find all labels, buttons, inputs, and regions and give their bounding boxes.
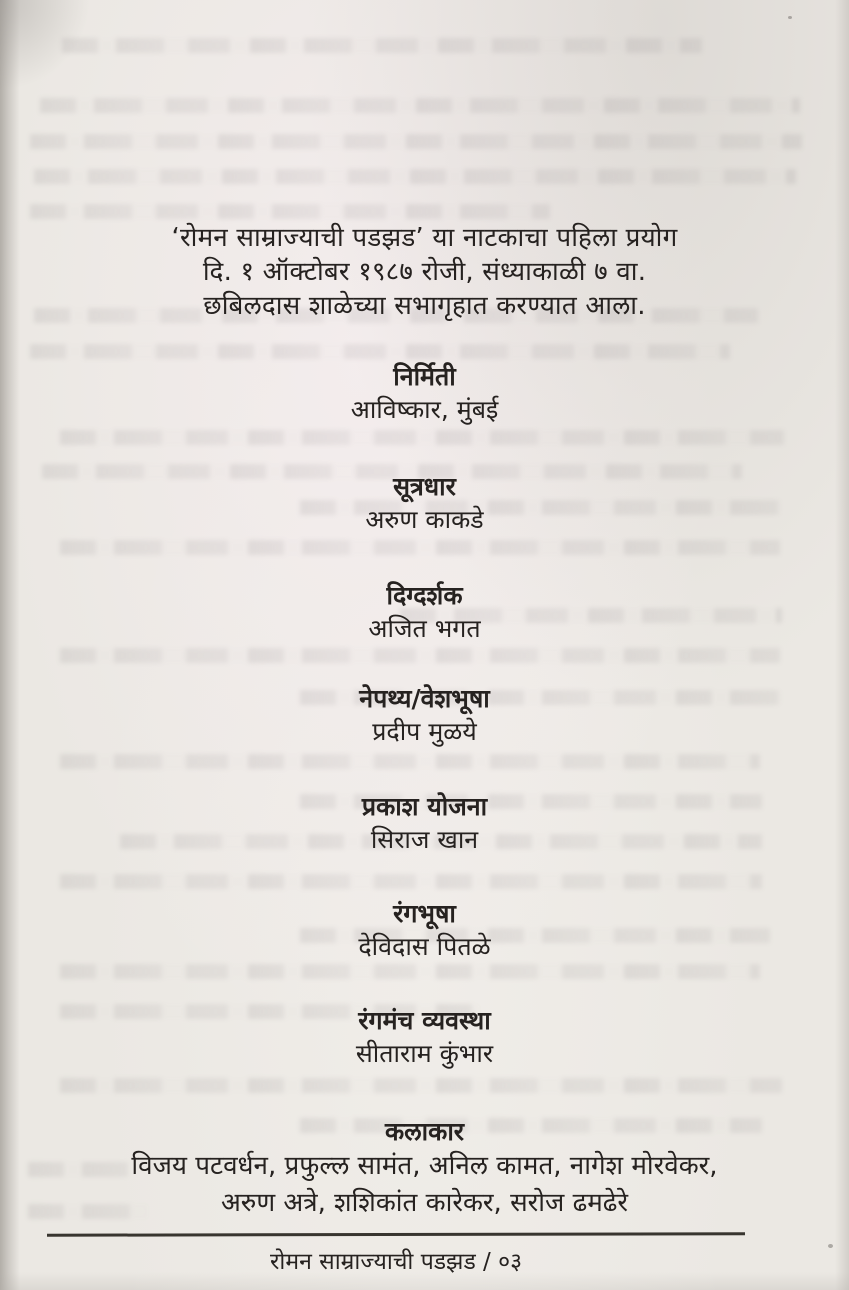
credit-name: आविष्कार, मुंबई (350, 395, 499, 424)
credit-section-cast (0, 1116, 849, 1222)
credit-section-sets-costumes (0, 683, 849, 748)
bleedthrough-line (30, 344, 730, 359)
credit-role: रंगभूषा (393, 899, 456, 928)
bleedthrough-line (60, 430, 784, 445)
credit-name: अरुण काकडे (365, 505, 484, 534)
credit-section-stage-management (0, 1005, 849, 1070)
credit-role: रंगमंच व्यवस्था (358, 1006, 491, 1035)
bleedthrough-line (40, 98, 800, 113)
bleedthrough-line (60, 540, 780, 555)
credit-role: कलाकार (384, 1117, 465, 1146)
credit-name: अरुण अत्रे, शशिकांत कारेकर, सरोज ढमढेरे (220, 1188, 629, 1218)
bleedthrough-line (60, 754, 760, 769)
credit-name: देविदास पितळे (358, 932, 491, 961)
bleedthrough-line (60, 1078, 782, 1093)
credit-role: नेपथ्य/वेशभूषा (359, 684, 490, 713)
credit-section-makeup (0, 898, 849, 963)
intro-line: दि. १ ऑक्टोबर १९८७ रोजी, संध्याकाळी ७ वा. (202, 257, 647, 287)
credit-name: विजय पटवर्धन, प्रफुल्ल सामंत, अनिल कामत, नागेश मोरवेकर, (131, 1151, 718, 1181)
credit-role: सूत्रधार (393, 472, 456, 501)
bleedthrough-line (60, 874, 762, 889)
scan-speck (788, 16, 792, 19)
scan-speck (828, 1244, 833, 1248)
bleedthrough-line (30, 134, 802, 149)
credit-name: अजित भगत (368, 614, 481, 643)
credit-name: सीताराम कुंभार (355, 1039, 494, 1068)
credit-section-sutradhar (0, 471, 849, 536)
credit-section-director (0, 580, 849, 645)
bleedthrough-line (30, 204, 550, 219)
credit-role: दिग्दर्शक (386, 581, 463, 610)
running-title-page-number: रोमन साम्राज्याची पडझड / ०३ (269, 1249, 523, 1275)
credit-name: सिराज खान (370, 825, 479, 854)
credit-name: प्रदीप मुळये (372, 717, 477, 746)
bleedthrough-line (62, 38, 702, 53)
first-performance-notice (0, 221, 849, 323)
bleedthrough-line (60, 648, 780, 663)
bleedthrough-line (60, 964, 760, 979)
footer-divider (47, 1232, 745, 1236)
credit-role: प्रकाश योजना (361, 792, 488, 821)
intro-line: ‘रोमन साम्राज्याची पडझड’ या नाटकाचा पहिला प्रयोग (171, 223, 678, 253)
credit-section-production (0, 361, 849, 426)
intro-line: छबिलदास शाळेच्या सभागृहात करण्यात आला. (203, 291, 646, 321)
bleedthrough-line (34, 169, 796, 184)
credit-section-lighting (0, 791, 849, 856)
credit-role: निर्मिती (393, 362, 456, 391)
